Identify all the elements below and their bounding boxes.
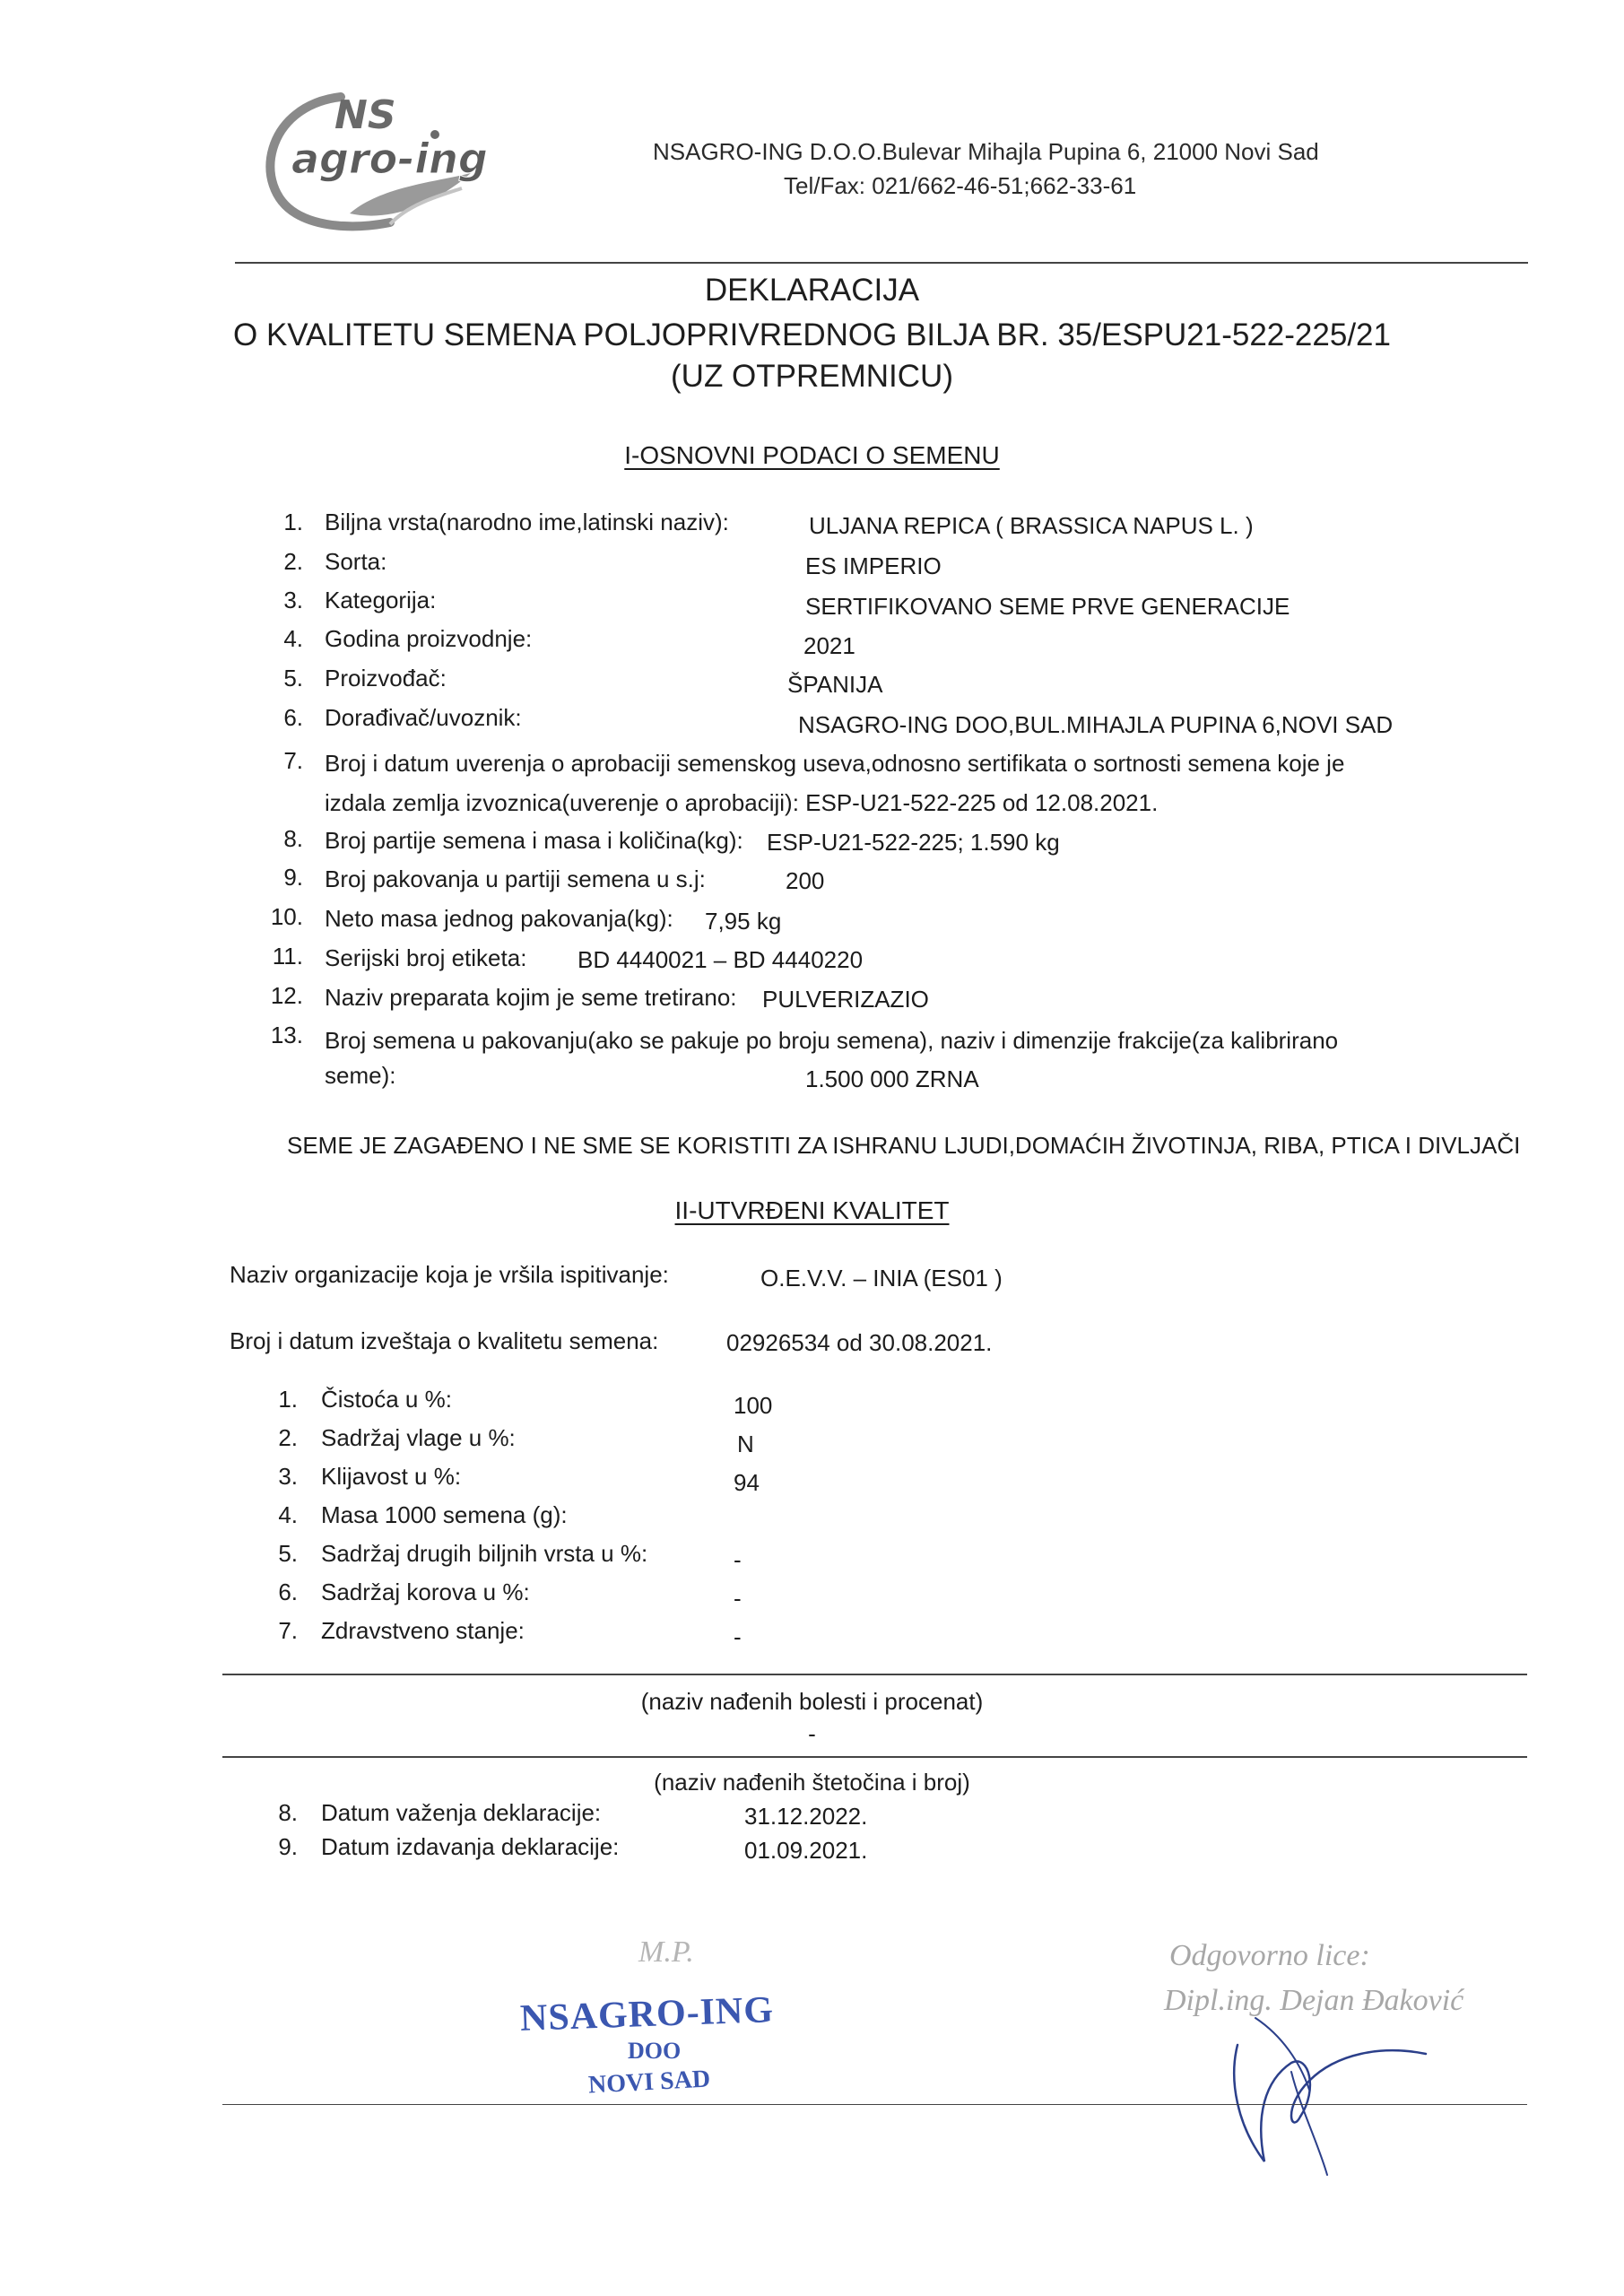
s1-item-text-line2: izdala zemlja izvoznica(uverenje o aprobaciji): ESP-U21-522-225 od 12.08.2021. xyxy=(325,789,1159,816)
diseases-line xyxy=(222,1674,1527,1675)
s2-item-value: - xyxy=(734,1546,742,1573)
company-stamp-name: NSAGRO-ING xyxy=(519,1989,775,2039)
section2-heading-text: II-UTVRĐENI KVALITET xyxy=(674,1196,950,1224)
s2-item-number: 3. xyxy=(278,1463,298,1490)
s2-item-label: Zdravstveno stanje: xyxy=(321,1617,525,1644)
s1-item-label: Kategorija: xyxy=(325,587,437,613)
issued-number: 9. xyxy=(278,1833,298,1860)
s1-item-text-line1: Broj i datum uverenja o aprobaciji semenskog useva,odnosno sertifikata o sortnosti semena koje je xyxy=(325,750,1345,777)
s2-item-number: 6. xyxy=(278,1578,298,1605)
mp-seal-label: M.P. xyxy=(638,1935,694,1969)
s1-item-value: BD 4440021 – BD 4440220 xyxy=(578,946,864,973)
s1-item-label: Neto masa jednog pakovanja(kg): xyxy=(325,905,673,932)
report-label: Broj i datum izveštaja o kvalitetu semena: xyxy=(230,1327,659,1354)
section2-heading xyxy=(0,1196,1624,1225)
s1-item-value: 1.500 000 ZRNA xyxy=(805,1065,979,1092)
s1-item-label: Broj partije semena i masa i količina(kg): xyxy=(325,827,743,854)
section1-heading-text: I-OSNOVNI PODACI O SEMENU xyxy=(624,441,1000,469)
handwritten-signature xyxy=(1202,1982,1453,2179)
s2-item-label: Sadržaj vlage u %: xyxy=(321,1424,516,1451)
company-address: NSAGRO-ING D.O.O.Bulevar Mihajla Pupina 6, 21000 Novi Sad xyxy=(653,138,1319,165)
s1-item-value: NSAGRO-ING DOO,BUL.MIHAJLA PUPINA 6,NOVI SAD xyxy=(798,711,1394,738)
s1-item-number: 11. xyxy=(272,943,303,970)
s1-item-value: PULVERIZAZIO xyxy=(762,986,929,1013)
issued-value: 01.09.2021. xyxy=(744,1837,868,1864)
logo-text-agro: agro-ing xyxy=(291,135,488,183)
s1-item-number: 3. xyxy=(283,587,303,613)
pests-line xyxy=(222,1756,1527,1758)
section1-heading xyxy=(0,441,1624,470)
s1-item-label: Dorađivač/uvoznik: xyxy=(325,704,522,731)
s1-item-value: ES IMPERIO xyxy=(805,552,942,579)
s1-item-number: 5. xyxy=(283,665,303,691)
pests-caption: (naziv nađenih štetočina i broj) xyxy=(654,1769,970,1796)
s1-item-number: 13. xyxy=(270,1022,303,1048)
s2-item-label: Čistoća u %: xyxy=(321,1386,452,1413)
s1-item-number: 10. xyxy=(270,903,303,930)
header-divider xyxy=(235,262,1528,264)
s2-item-number: 4. xyxy=(278,1501,298,1528)
validity-number: 8. xyxy=(278,1799,298,1826)
company-phone: Tel/Fax: 021/662-46-51;662-33-61 xyxy=(784,172,1137,199)
s1-item-number: 2. xyxy=(283,548,303,575)
company-stamp-city: NOVI SAD xyxy=(587,2065,711,2100)
responsible-person-name: Dipl.ing. Dejan Đaković xyxy=(1164,1984,1464,2017)
pests-value: - xyxy=(808,1720,816,1747)
s1-item-value: SERTIFIKOVANO SEME PRVE GENERACIJE xyxy=(805,593,1290,620)
s2-item-value: 94 xyxy=(734,1469,760,1496)
testing-org-label: Naziv organizacije koja je vršila ispitivanje: xyxy=(230,1261,669,1288)
diseases-caption: (naziv nađenih bolesti i procenat) xyxy=(640,1688,984,1715)
testing-org-value: O.E.V.V. – INIA (ES01 ) xyxy=(760,1265,1003,1292)
s1-item-value: 2021 xyxy=(803,632,855,659)
responsible-person-title: Odgovorno lice: xyxy=(1169,1939,1370,1972)
s1-item-label: seme): xyxy=(325,1062,396,1089)
logo-graphic xyxy=(256,79,525,249)
s1-item-text-line1: Broj semena u pakovanju(ako se pakuje po broju semena), naziv i dimenzije frakcije(za kalibrirano xyxy=(325,1027,1339,1054)
s1-item-value: ŠPANIJA xyxy=(787,671,883,698)
validity-label: Datum važenja deklaracije: xyxy=(321,1799,602,1826)
s2-item-number: 2. xyxy=(278,1424,298,1451)
doc-title: DEKLARACIJA xyxy=(704,273,920,308)
signature-line xyxy=(222,2104,1527,2105)
s2-item-label: Sadržaj korova u %: xyxy=(321,1578,530,1605)
s1-item-number: 4. xyxy=(283,625,303,652)
s1-item-label: Broj pakovanja u partiji semena u s.j: xyxy=(325,865,706,892)
s1-item-label: Sorta: xyxy=(325,548,387,575)
s2-item-value: N xyxy=(737,1431,754,1457)
s2-item-number: 1. xyxy=(278,1386,298,1413)
s1-item-number: 8. xyxy=(283,825,303,852)
s1-item-number: 9. xyxy=(283,864,303,891)
s1-item-label: Biljna vrsta(narodno ime,latinski naziv): xyxy=(325,509,729,535)
s1-item-number: 1. xyxy=(283,509,303,535)
contamination-warning: SEME JE ZAGAĐENO I NE SME SE KORISTITI ZA ISHRANU LJUDI,DOMAĆIH ŽIVOTINJA, RIBA, PTICA I DIVLJAČI xyxy=(287,1132,1521,1159)
s2-item-label: Masa 1000 semena (g): xyxy=(321,1501,568,1528)
s1-item-value: ULJANA REPICA ( BRASSICA NAPUS L. ) xyxy=(809,512,1254,539)
s2-item-value: - xyxy=(734,1623,742,1650)
doc-subtitle: O KVALITETU SEMENA POLJOPRIVREDNOG BILJA BR. 35/ESPU21-522-225/21 xyxy=(233,317,1391,352)
s2-item-value: 100 xyxy=(734,1392,773,1419)
s1-item-value: 200 xyxy=(786,867,825,894)
s1-item-label: Godina proizvodnje: xyxy=(325,625,533,652)
validity-value: 31.12.2022. xyxy=(744,1803,868,1830)
doc-subtitle-note: (UZ OTPREMNICU) xyxy=(671,359,953,394)
s2-item-label: Klijavost u %: xyxy=(321,1463,462,1490)
s1-item-value: 7,95 kg xyxy=(705,908,782,935)
s1-item-label: Naziv preparata kojim je seme tretirano: xyxy=(325,984,737,1011)
company-stamp-type: DOO xyxy=(628,2038,682,2064)
issued-label: Datum izdavanja deklaracije: xyxy=(321,1833,620,1860)
company-logo xyxy=(256,79,525,249)
s1-item-label: Proizvođač: xyxy=(325,665,447,691)
s1-item-value: ESP-U21-522-225; 1.590 kg xyxy=(767,829,1060,856)
s1-item-number: 6. xyxy=(283,704,303,731)
logo-text-ns: NS xyxy=(334,92,396,138)
report-value: 02926534 od 30.08.2021. xyxy=(726,1329,993,1356)
s2-item-number: 5. xyxy=(278,1540,298,1567)
s1-item-number: 7. xyxy=(283,747,303,774)
s2-item-number: 7. xyxy=(278,1617,298,1644)
s1-item-number: 12. xyxy=(270,982,303,1009)
s2-item-value: - xyxy=(734,1585,742,1612)
s1-item-label: Serijski broj etiketa: xyxy=(325,944,527,971)
s2-item-label: Sadržaj drugih biljnih vrsta u %: xyxy=(321,1540,648,1567)
